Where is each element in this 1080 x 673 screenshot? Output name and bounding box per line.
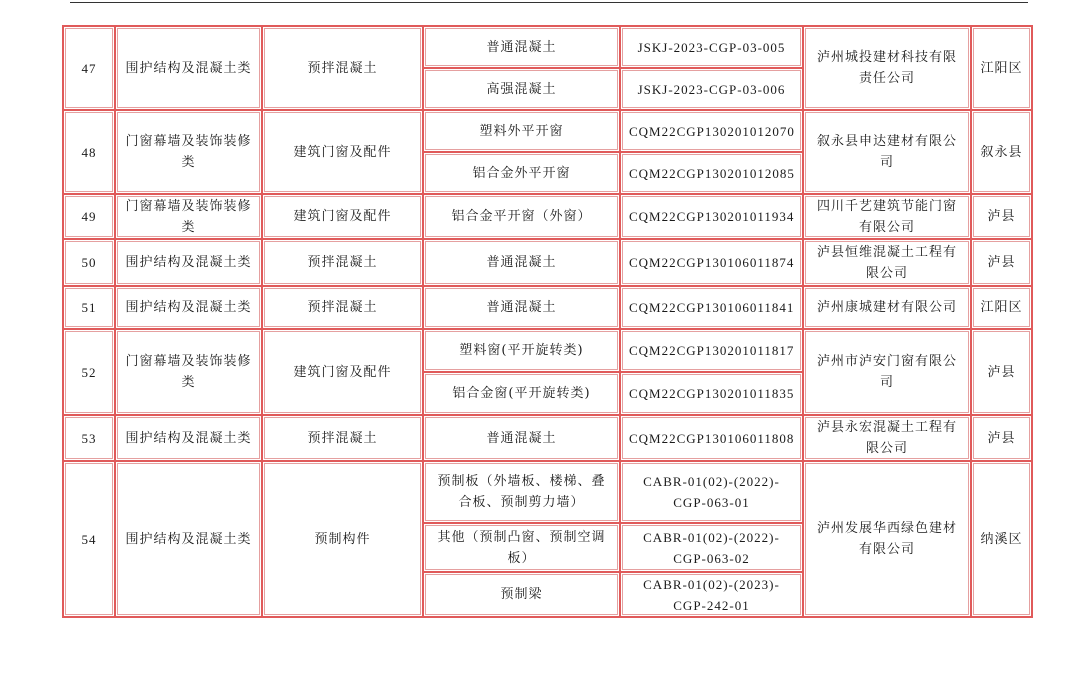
product-name: 高强混凝土 xyxy=(424,69,621,111)
table-row xyxy=(64,416,1033,462)
product-name: 塑料窗(平开旋转类) xyxy=(424,330,621,373)
product-subcategory: 建筑门窗及配件 xyxy=(263,195,424,240)
certificate-code: CABR-01(02)-(2022)-CGP-063-01 xyxy=(621,462,804,524)
certificate-code: CQM22CGP130106011808 xyxy=(621,416,804,462)
row-number: 48 xyxy=(64,111,116,195)
product-subcategory: 预拌混凝土 xyxy=(263,287,424,330)
table-row xyxy=(64,330,1033,373)
product-name: 塑料外平开窗 xyxy=(424,111,621,153)
district: 泸县 xyxy=(972,195,1033,240)
district: 江阳区 xyxy=(972,27,1033,111)
certificate-code: CQM22CGP130106011874 xyxy=(621,240,804,287)
certificate-code: JSKJ-2023-CGP-03-005 xyxy=(621,27,804,69)
certificate-code: CQM22CGP130201011817 xyxy=(621,330,804,373)
certificate-code: CABR-01(02)-(2023)-CGP-242-01 xyxy=(621,573,804,618)
table-row xyxy=(64,462,1033,524)
certificate-code: CQM22CGP130201012070 xyxy=(621,111,804,153)
header-rule xyxy=(70,2,1028,3)
product-category: 门窗幕墙及装饰装修类 xyxy=(116,111,263,195)
product-name: 铝合金平开窗（外窗） xyxy=(424,195,621,240)
row-number: 49 xyxy=(64,195,116,240)
certificate-code: CQM22CGP130201012085 xyxy=(621,153,804,195)
product-category: 围护结构及混凝土类 xyxy=(116,287,263,330)
company-name: 四川千艺建筑节能门窗有限公司 xyxy=(804,195,972,240)
district: 江阳区 xyxy=(972,287,1033,330)
product-name: 其他（预制凸窗、预制空调板） xyxy=(424,524,621,573)
table-row xyxy=(64,240,1033,287)
product-subcategory: 预拌混凝土 xyxy=(263,240,424,287)
product-name: 普通混凝土 xyxy=(424,240,621,287)
table-row xyxy=(64,287,1033,330)
product-name: 普通混凝土 xyxy=(424,416,621,462)
certificate-code: CQM22CGP130106011841 xyxy=(621,287,804,330)
product-category: 门窗幕墙及装饰装修类 xyxy=(116,330,263,416)
product-category: 围护结构及混凝土类 xyxy=(116,27,263,111)
row-number: 51 xyxy=(64,287,116,330)
certificate-code: CABR-01(02)-(2022)-CGP-063-02 xyxy=(621,524,804,573)
product-name: 预制板（外墙板、楼梯、叠合板、预制剪力墙） xyxy=(424,462,621,524)
product-name: 普通混凝土 xyxy=(424,287,621,330)
company-name: 泸县永宏混凝土工程有限公司 xyxy=(804,416,972,462)
certificate-code: CQM22CGP130201011934 xyxy=(621,195,804,240)
row-number: 53 xyxy=(64,416,116,462)
product-category: 围护结构及混凝土类 xyxy=(116,462,263,618)
product-category: 门窗幕墙及装饰装修类 xyxy=(116,195,263,240)
row-number: 50 xyxy=(64,240,116,287)
product-name: 铝合金外平开窗 xyxy=(424,153,621,195)
certificate-code: JSKJ-2023-CGP-03-006 xyxy=(621,69,804,111)
district: 泸县 xyxy=(972,330,1033,416)
product-name: 预制梁 xyxy=(424,573,621,618)
company-name: 泸州发展华西绿色建材有限公司 xyxy=(804,462,972,618)
table-row xyxy=(64,27,1033,69)
company-name: 泸县恒维混凝土工程有限公司 xyxy=(804,240,972,287)
company-name: 泸州康城建材有限公司 xyxy=(804,287,972,330)
company-name: 泸州城投建材科技有限责任公司 xyxy=(804,27,972,111)
product-name: 普通混凝土 xyxy=(424,27,621,69)
company-name: 叙永县申达建材有限公司 xyxy=(804,111,972,195)
certificate-code: CQM22CGP130201011835 xyxy=(621,373,804,416)
product-subcategory: 建筑门窗及配件 xyxy=(263,111,424,195)
district: 泸县 xyxy=(972,416,1033,462)
table-body xyxy=(64,27,1033,618)
company-name: 泸州市泸安门窗有限公司 xyxy=(804,330,972,416)
district: 纳溪区 xyxy=(972,462,1033,618)
table-row xyxy=(64,195,1033,240)
product-category: 围护结构及混凝土类 xyxy=(116,416,263,462)
row-number: 52 xyxy=(64,330,116,416)
table-row xyxy=(64,111,1033,153)
product-category: 围护结构及混凝土类 xyxy=(116,240,263,287)
product-subcategory: 预拌混凝土 xyxy=(263,27,424,111)
district: 泸县 xyxy=(972,240,1033,287)
row-number: 54 xyxy=(64,462,116,618)
product-subcategory: 建筑门窗及配件 xyxy=(263,330,424,416)
row-number: 47 xyxy=(64,27,116,111)
certification-table xyxy=(62,25,1033,618)
product-subcategory: 预拌混凝土 xyxy=(263,416,424,462)
product-subcategory: 预制构件 xyxy=(263,462,424,618)
district: 叙永县 xyxy=(972,111,1033,195)
product-name: 铝合金窗(平开旋转类) xyxy=(424,373,621,416)
